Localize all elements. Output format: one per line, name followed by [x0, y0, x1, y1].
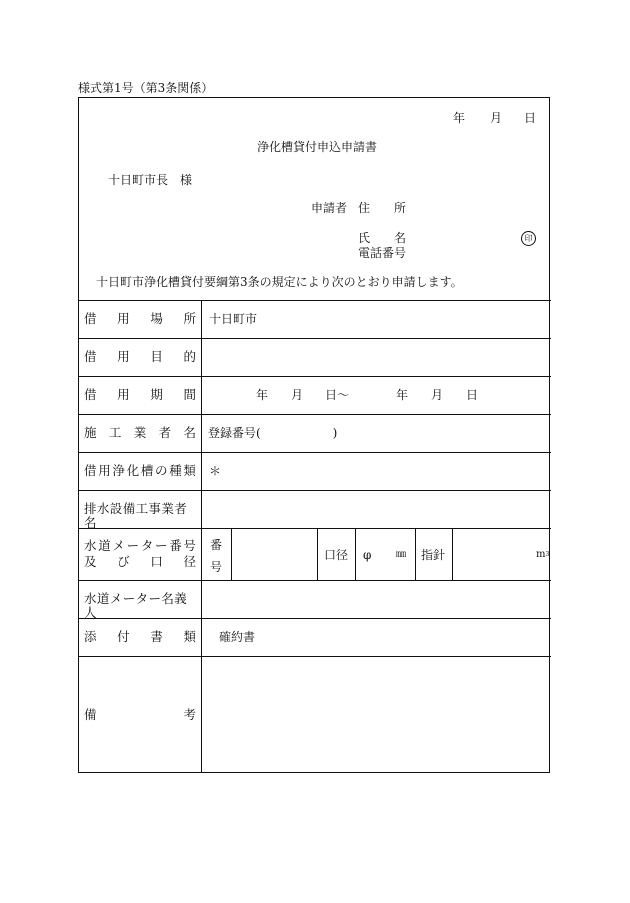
meter-cell-divider [355, 528, 356, 580]
name-label: 氏 名 [358, 231, 407, 245]
label-char: メ [112, 538, 125, 553]
meter-label-line1 [84, 539, 196, 553]
label-char: 号 [183, 538, 196, 553]
row-divider [78, 414, 551, 415]
label-char: 備 [84, 707, 97, 722]
address-label: 住 所 [358, 201, 407, 215]
label-char: 所 [183, 311, 196, 326]
label-char: 業 [133, 425, 147, 440]
label-char: 浄 [112, 463, 125, 478]
label-char: 用 [117, 349, 130, 364]
label-char: ー [155, 538, 168, 553]
label-char: 借 [84, 463, 97, 478]
label-char: び [117, 554, 130, 569]
row-divider [78, 490, 551, 491]
label-char: ー [126, 538, 140, 553]
label-char: 化 [126, 463, 140, 478]
purpose-label [84, 350, 196, 364]
label-char: 間 [183, 387, 196, 402]
form-id: 様式第1号（第3条関係） [78, 81, 214, 95]
tank-type-value[interactable]: ＊ [209, 464, 222, 478]
meter-m3-unit [536, 548, 549, 562]
period-month-2: 月 [431, 388, 444, 402]
label-char: タ [140, 538, 154, 553]
meter-bore-label: 口径 [324, 548, 349, 562]
meter-owner-label: 水道メーター名義人 [84, 591, 188, 620]
label-char: 種 [169, 463, 182, 478]
statement: 十日町市浄化槽貸付要綱第3条の規定により次のとおり申請します。 [96, 275, 463, 289]
label-char: 槽 [140, 463, 154, 478]
label-char: 口 [150, 554, 163, 569]
m3-base: m [536, 549, 546, 560]
label-char: 考 [183, 707, 196, 722]
date-year: 年 [453, 111, 466, 125]
date-day: 日 [524, 111, 537, 125]
date-month: 月 [490, 111, 503, 125]
label-char: の [155, 463, 168, 478]
label-char: 借 [84, 387, 97, 402]
label-char: 道 [98, 538, 111, 553]
row-divider [78, 452, 551, 453]
page-title: 浄化槽貸付申込申請書 [257, 140, 378, 154]
contractor-value[interactable]: 登録番号( ) [208, 426, 338, 440]
label-char: 用 [117, 387, 130, 402]
label-char: 書 [150, 629, 163, 644]
label-char: 添 [84, 629, 97, 644]
label-char: 借 [84, 349, 97, 364]
period-day-2: 日 [466, 388, 479, 402]
label-char: 用 [117, 311, 130, 326]
location-value[interactable]: 十日町市 [209, 312, 258, 326]
phone-label: 電話番号 [358, 246, 407, 260]
row-divider [78, 338, 551, 339]
meter-cell-divider [452, 528, 453, 580]
label-char: 径 [183, 554, 196, 569]
meter-cell-divider [415, 528, 416, 580]
drain-contractor-label: 排水設備工事業者名 [84, 501, 188, 530]
meter-reading-label: 指針 [421, 548, 446, 562]
m3-exponent: 3 [545, 551, 550, 558]
label-char: 付 [117, 629, 130, 644]
period-day-1: 日〜 [325, 388, 350, 402]
remarks-label [84, 708, 196, 722]
row-divider [78, 300, 551, 301]
meter-mm-unit: ㎜ [396, 549, 406, 560]
location-label [84, 312, 196, 326]
tank-type-label [84, 464, 196, 478]
label-char: 水 [84, 538, 97, 553]
label-char: 期 [150, 387, 163, 402]
label-char: 及 [84, 554, 97, 569]
row-divider [78, 376, 551, 377]
period-year-1: 年 [256, 388, 269, 402]
label-char: 者 [158, 425, 172, 440]
addressee: 十日町市長 様 [108, 173, 193, 187]
meter-label-line2 [84, 555, 196, 569]
meter-number-field[interactable] [232, 529, 316, 579]
row-divider [78, 580, 551, 581]
label-char: 施 [84, 425, 97, 440]
label-char: 番 [169, 538, 182, 553]
label-char: 用 [98, 463, 111, 478]
attachments-value[interactable]: 確約書 [219, 630, 256, 644]
label-char: 類 [183, 629, 196, 644]
label-char: 工 [108, 425, 122, 440]
meter-phi: φ [363, 548, 372, 562]
remarks-field[interactable] [209, 664, 544, 764]
label-char: 場 [150, 311, 163, 326]
label-char: 借 [84, 311, 97, 326]
label-char: 類 [183, 463, 196, 478]
period-label [84, 388, 196, 402]
seal-mark: 印 [521, 231, 536, 246]
label-char: 目 [150, 349, 163, 364]
row-divider [78, 656, 551, 657]
meter-number-label-1: 番 [210, 538, 223, 552]
contractor-label [84, 426, 196, 440]
meter-number-label-2: 号 [210, 560, 223, 574]
period-month-1: 月 [291, 388, 304, 402]
label-char: 的 [183, 349, 196, 364]
applicant-label: 申請者 [311, 201, 348, 215]
meter-cell-divider [317, 528, 318, 580]
label-char: 名 [183, 425, 196, 440]
label-column-divider [201, 300, 202, 773]
period-year-2: 年 [396, 388, 409, 402]
attachments-label [84, 630, 196, 644]
